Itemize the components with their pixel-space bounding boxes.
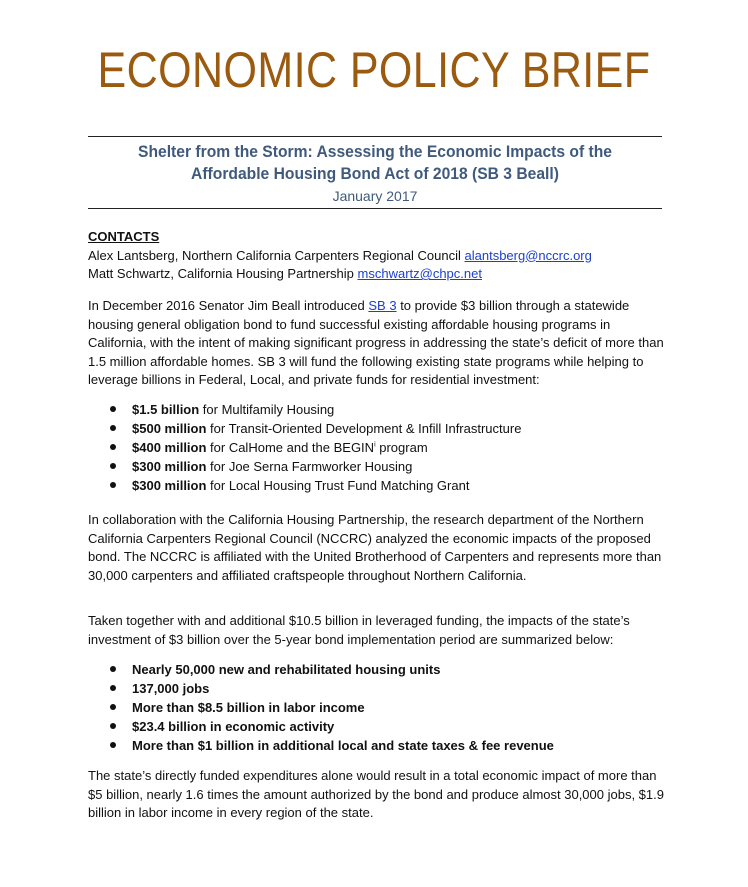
collaboration-paragraph: In collaboration with the California Housing Partnership, the research department of the Northern California Carpenters Regional Council (NCCRC) analyzed the economic impacts of the proposed bond. The NCCRC is affiliated with the United Brotherhood of Carpenters and represents more than 30,000 carpenters and affiliated craftspeople throughout Northern California. [88, 512, 662, 583]
list-item [108, 457, 521, 476]
list-item: More than $1 billion in additional local and state taxes & fee revenue [108, 736, 554, 755]
title-line-1: Shelter from the Storm: Assessing the Economic Impacts of the [138, 142, 612, 161]
program-amount: $1.5 billion [132, 402, 200, 417]
list-item: 137,000 jobs [108, 679, 554, 698]
brief-title [88, 141, 662, 185]
program-amount: $500 million [132, 421, 207, 436]
program-funding-list [108, 400, 521, 495]
program-label: for Local Housing Trust Fund Matching Grant [206, 478, 470, 493]
contacts-heading: CONTACTS [88, 229, 160, 244]
direct-impact-paragraph: The state’s directly funded expenditures alone would result in a total economic impact of more than $5 billion, nearly 1.6 times the amount authorized by the bond and produce almost 30,000 jobs, $1.9 billion in labor income in every region of the state. [88, 768, 664, 820]
list-item: Nearly 50,000 new and rehabilitated housing units [108, 660, 554, 679]
summary-intro-paragraph: Taken together with and additional $10.5 billion in leveraged funding, the impacts of the state’s investment of $3 billion over the 5-year bond implementation period are summarized below: [88, 613, 630, 647]
masthead: ECONOMIC POLICY BRIEF [97, 42, 651, 98]
program-label: for Transit-Oriented Development & Infill Infrastructure [206, 421, 522, 436]
sb3-link[interactable]: SB 3 [368, 298, 397, 313]
footnote-marker[interactable]: i [374, 441, 376, 449]
brief-date: January 2017 [332, 188, 418, 204]
intro-paragraph [88, 297, 668, 390]
contacts-section [88, 228, 668, 284]
program-label: for CalHome and the BEGIN [206, 440, 375, 455]
list-item [108, 419, 521, 438]
program-amount: $300 million [132, 478, 207, 493]
top-rule [88, 136, 662, 137]
intro-text: In December 2016 Senator Jim Beall introduced [88, 298, 369, 313]
impact-list [108, 660, 554, 755]
program-label-suffix: program [375, 440, 428, 455]
list-item [108, 476, 521, 495]
contact-email-link[interactable]: mschwartz@chpc.net [357, 266, 482, 281]
program-amount: $400 million [132, 440, 207, 455]
title-line-2: Affordable Housing Bond Act of 2018 (SB 3 Beall) [191, 164, 559, 183]
contact-row [88, 247, 668, 266]
list-item: More than $8.5 billion in labor income [108, 698, 554, 717]
list-item [108, 400, 521, 419]
program-label: for Joe Serna Farmworker Housing [206, 459, 413, 474]
program-amount: $300 million [132, 459, 207, 474]
contact-row [88, 265, 668, 284]
bottom-rule [88, 208, 662, 209]
program-label: for Multifamily Housing [199, 402, 335, 417]
contact-name: Alex Lantsberg, Northern California Carpenters Regional Council [88, 247, 461, 263]
contact-email-link[interactable]: alantsberg@nccrc.org [464, 247, 592, 263]
list-item: $23.4 billion in economic activity [108, 717, 554, 736]
list-item [108, 438, 521, 457]
intro-text-continued: to provide $3 billion through a statewide housing general obligation bond to fund successful existing affordable housing programs in California, with the intent of making significant progress in addressing the state’s deficit of more than 1.5 million affordable homes. SB 3 will fund the following existing state programs while helping to leverage billions in Federal, Local, and private funds for residential investment: [88, 298, 664, 387]
contact-name: Matt Schwartz, California Housing Partnership [88, 266, 354, 281]
